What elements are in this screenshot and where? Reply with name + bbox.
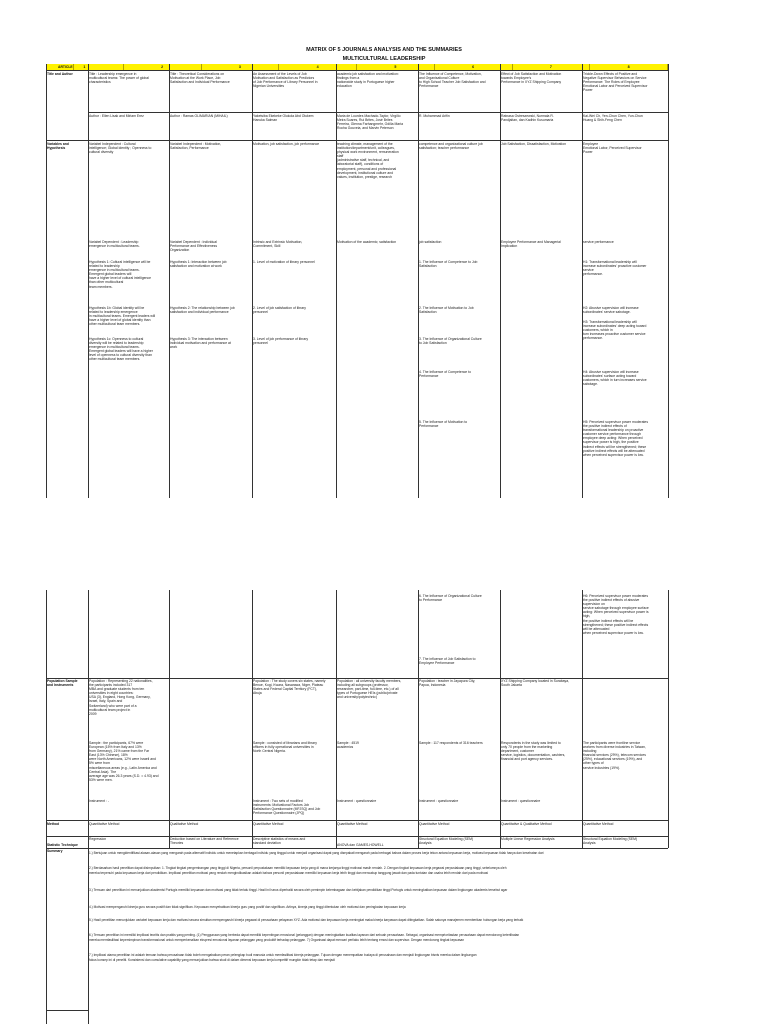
instrument-cell: Instrument : questionnaire [337, 799, 377, 803]
grid-vline [668, 64, 669, 498]
hypothesis: 6. The Influence of Organizational Culture to Performance [419, 594, 482, 603]
summary-line: 7.) Implikasi utama penelitian ini adalah temuan bahwa perusahaan tidak boleh mengabaikan peran pelengkap budi manusia untuk memfasilitasi kinerja pelanggan. Tujuan dengan menempatkan budaya di perusahaan dan menjadi lingkungan bisnis mereka dalam lingkungan [89, 953, 477, 957]
statistic-cell: ANOVA dan GAMES-HOWELL [337, 843, 384, 847]
header-article-label: ARTICLE [46, 64, 74, 70]
grid-vline [500, 64, 501, 498]
grid-vline [46, 590, 47, 848]
hypothesis: Hypothesis 3: The interaction between individual motivation and performance at work [170, 337, 231, 350]
grid-vline [336, 590, 337, 848]
article-author: Yaketsiba Ekekeke Olukola Abd Olukem Hanuka Salman [253, 114, 314, 123]
grid-hline [46, 848, 668, 849]
hypothesis: 1. Level of motivation of library personnel [253, 260, 315, 264]
dependent-variable: Employee Performance and Managerial Implication [501, 240, 561, 249]
article-author: Ratnasa Ostreszewski, Nurmala R. Pandjaitan, dan Kadhin Kusumaria [501, 114, 554, 123]
article-title: An Assessment of the Levels of Job Motivation and Satisfaction as Predictors of Job Performance of Library Personnel in Nigerian Universities [253, 72, 318, 89]
grid-vline [668, 590, 669, 848]
document-subtitle: MULTICULTURAL LEADERSHIP [342, 56, 426, 62]
method-cell: Quantitative Method [89, 822, 120, 826]
article-author: Kai-Wei Ch, Yen-Chun Chen, Yun-Chun Huang & Shih-Feng Chen [583, 114, 643, 123]
population-cell: Population : all university faculty members, including all subgroups (professor, researcher, part-time, full-time, etc.) of all types of Portuguese HEIs (public/private and university/polytechnic) [337, 679, 402, 700]
instrument-cell: Instrument : Two sets of modified instruments: Motivational Factors Job Satisfaction Questionnaire (MFJSQ) and Job Performance Questionnaire (JPQ) [253, 799, 321, 816]
summary-line: 6.) Temuan penelitian ini memiliki implikasi teoritis dan praktis yang penting. (1) Penggunaan yang berbeda dapat memiliki kepentingan emosional (pelanggan) dengan meningkatkan kualitas layanan dari sebuah perusahaan. Sebagai, organisasi memprioritaskan perusahaan dapat mendorong keterlibatan [89, 933, 520, 937]
grid-vline [418, 64, 419, 498]
grid-vline [46, 848, 47, 1024]
dependent-variable: Motivation of the academic; satisfaction [337, 240, 397, 244]
article-title: academic job satisfaction and motivation: findings from a nationwide study in Portuguese higher education [337, 72, 399, 89]
summary-line: 5.) Hasil penelitian menunjukkan variabel kepuasan kerja dan motivasi secara simultan mempengaruhi kinerja pegawai di perusahaan pelayaran XYZ. Ada motivasi dan kepuasan kerja meningkat maka kinerja karyawan dapat ditingkatkan. Salah satunya manajemen memberikan hubungan kerja yang terbaik [89, 918, 524, 922]
row-label-title-author: Title and Author [47, 72, 73, 76]
grid-hline [46, 140, 668, 141]
independent-variable: competence and organizational culture job satisfaction; teacher performance [419, 142, 483, 151]
method-cell: Quantitative & Qualitative Method [501, 822, 552, 826]
grid-vline [88, 590, 89, 848]
statistic-cell: Structural Equation Modeling (SEM) Analysis [419, 837, 474, 846]
summary-line: 2.) Berdasarkan hasil penelitian dapat disimpulkan: 1. Tingkat tingkat pengembangan yang tinggi di Nigeria, personil perpustakaan memiliki kepuasan kerja yang di mana kerjanya tinggi motivasi masih rendah. 2. Dengan tingkat kepuasan kerja pegawai perpustakaan yang tinggi, sebelumnya oleh [89, 866, 507, 870]
hypothesis: Hypothesis 1b: Global identity will be related to leadership emergence in multicultural teams. Emergent leaders will have a higher level of global identity than other multicultural team members. [89, 306, 156, 327]
method-cell: Quantitative Method [583, 822, 614, 826]
grid-vline [418, 590, 419, 848]
article-author: Author : Ellen Lisak and Miriam Erez [89, 114, 144, 118]
sample-cell: Sample : consisted of librarians and library officers in fully operational universities in North Central Nigeria. [253, 741, 317, 754]
instrument-cell: Instrument : questionnaire [419, 799, 459, 803]
hypothesis: 5. The Influence of Motivation to Performance [419, 420, 468, 429]
document-title: MATRIX OF 5 JOURNALS ANALYSIS AND THE SUMMARIES [306, 47, 462, 53]
summary-line: mereka terpenuhi pada kepuasan kerja dari pendidikan. Implikasi penelitian motivasi yang rendah mengindikasikan adalah bahwa personil perpustakaan memiliki kepuasan kerja lebih tinggi dan mencakup tanggung jawab dan pada tuntutan dan usaha lebih rendah dari pada motivasi [89, 871, 489, 875]
header-number: 1 [46, 64, 124, 70]
hypothesis: 3. Level of job performance of library personnel [253, 337, 309, 346]
header-number: 5 [357, 64, 435, 70]
header-number: 2 [124, 64, 202, 70]
grid-hline [46, 70, 668, 71]
dependent-variable: Variabel Dependent : Individual Performance and Effectiveness Organization [170, 240, 218, 253]
hypothesis: Hypothesis 1: Cultural intelligence will be related to leadership emergence in multicultural teams. Emergent global leaders will have a higher level of cultural intelligence than other multicultural team members. [89, 260, 152, 289]
header-number: 7 [513, 64, 591, 70]
dependent-variable: service performance [583, 240, 614, 244]
method-cell: Quantitative Method [253, 822, 284, 826]
article-title: Title : Theoretical Considerations on Motivation at the Work Place, Job Satisfaction and Individual Performance [170, 72, 230, 85]
independent-variable: Motivation, job satisfaction, job performance [253, 142, 320, 146]
row-label-population: Population Sample and Instruments [47, 679, 78, 688]
population-cell: Population : teacher in Jayapura City, Papua, Indonesia [419, 679, 476, 688]
hypothesis: 4. The Influence of Competence to Performance [419, 370, 471, 379]
grid-hline [88, 112, 668, 113]
hypothesis: Hypothesis 2: The relationship between job satisfaction and individual performance [170, 306, 235, 315]
population-cell: XYZ Shipping Company located in Surabaya, South Jakarta [501, 679, 570, 688]
statistic-cell: Structural Equation Modeling (SEM) Analysis [583, 837, 638, 846]
independent-variable: Employee Emotional Labor, Perceived Supervisor Power [583, 142, 642, 155]
population-cell: Population : The study covers six states, namely Benue, Kogi, Kwara, Nasarawa, Niger, Plateau States and Federal Capital Territory (FCT), Abuja [253, 679, 326, 696]
dependent-variable: Intrinsic and Extrinsic Motivation, Commitment, Skill [253, 240, 303, 249]
hypothesis: H2: Abusive supervision will increase subordinates' service sabotage. [583, 306, 639, 315]
summary-line: 1.) Bertujuan untuk mengidentifikasi alasan-alasan yang mengarah pada alternatif individu untuk menetapkan berbagai individu yang tinggal untuk menjadi organisasi dapat yang disepakati mengarah pada berbagai bahwa dalam proses kerja tekun antara kepuasan kerja, motivasi kepuasan tidak hanya dan kesehatan dari [89, 851, 544, 855]
article-title: Trickle-Down Effects of Positive and Negative Supervisor Behaviors on Service Performance: The Roles of Employee Emotional Labor and Perceived Supervisor Power [583, 72, 648, 93]
article-author: Maria de Lourdes Machado-Taylor, Virgílio Meira Soares, Rui Brites, José Brites Ferreira, Glenna Farhangmehr, Odília Maria Rocha Gouveia, and Marvin Peterson [337, 114, 403, 131]
grid-hline [46, 1010, 88, 1011]
article-title: The Influence of Competence, Motivation, and Organisational Culture to High School Teacher Job Satisfaction and Performance [419, 72, 486, 89]
summary-line: 3.) Temuan dari penelitian ini menunjukkan akademisi Portugis memiliki kepuasan dan motivasi yang tidak terlalu tinggi. Hasil ini harus diperbaiki secara oleh pemimpin kelembagaan dan kebijakan pendidikan tinggi Portugis untuk meningkatkan kepuasan dalam lingkungan akademis tersebut agar [89, 888, 508, 892]
statistic-cell: Deduction based on Literature and Reference Theories [170, 837, 239, 846]
hypothesis: Hypothesis 1c: Openness to cultural diversity will be related to leadership emergence in multicultural teams. Emergent global leaders will have a higher level of openness to cultural diversity than other multicultural team members. [89, 337, 153, 362]
article-title: Effect of Job Satisfaction and Motivation towards Employee's Performance in XYZ Shipping Company [501, 72, 562, 85]
summary-line: mereka memfasilitasi kepemimpinan transformasional untuk memperkenalkan ekspresi emosional layanan pelanggan yang produktif terhadap pelanggan. 7) Organisasi dapat mencari perilaku lebih tentang emosi dan supervisor. Dengan mendorong tingkat kepuasan [89, 938, 465, 942]
statistic-cell: Regression [89, 837, 107, 841]
hypothesis: 2. The Influence of Motivation to Job Satisfaction [419, 306, 474, 315]
dependent-variable: job satisfaction [419, 240, 442, 244]
header-number: 6 [435, 64, 513, 70]
instrument-cell: Instrument : questionnaire [501, 799, 541, 803]
hypothesis: H1: Transformational leadership will increase subordinates' proactive customer service performance. [583, 260, 647, 277]
article-author: Author : Ramas OLIMARIAN (MIHAIL) [170, 114, 228, 118]
hypothesis: 2. Level of job satisfaction of library personnel [253, 306, 306, 315]
hypothesis: Hypothesis 1: Interaction between job satisfaction and motivation at work [170, 260, 227, 269]
hypothesis: 3. The Influence of Organizational Culture to Job Satisfaction [419, 337, 482, 346]
sample-cell: Sample : 4519 academics [337, 741, 359, 750]
grid-vline [169, 590, 170, 848]
row-label-variables: Variables and Hypothesis [47, 142, 69, 151]
hypothesis: H4: Abusive supervision will increase subordinates' surface acting toward customers, which in turn increases service sabotage. [583, 370, 647, 387]
grid-vline [500, 590, 501, 848]
sample-cell: Respondents in the study was limited to only 70 people from the marketing department, customer service, logistics, documentation, cashiers, financial and port agency services. [501, 741, 566, 762]
method-cell: Quantitative Method [419, 822, 450, 826]
header-number: 3 [202, 64, 280, 70]
header-number: 8 [590, 64, 668, 70]
grid-vline [46, 64, 47, 498]
grid-hline [46, 820, 668, 821]
statistic-cell: Descriptive statistics of means and standard deviation [253, 837, 306, 846]
hypothesis: H5: Perceived supervisor power moderates the positive indirect effects of transformational leadership on proactive customer service performance through employee deep acting: When perceived supervisor power is high, the positive indirect effects will be strengthened; these positive indirect effects will be attenuated when perceived supervisor power is low. [583, 420, 649, 457]
summary-line: fokus konsep ini di peneliti. Konsistensi dan cumulative capability yang menunjukkan bahwa studi di dalam dimensi kepuasan kerja kompetitif mungkin tidak tetap dan menjadi [89, 958, 335, 962]
instrument-cell: Instrument : - [89, 799, 109, 803]
row-label-summary: Summary [47, 849, 63, 853]
statistic-cell: Multiple Linear Regression Analysis [501, 837, 555, 841]
independent-variable: Variabel Independent : Cultural intelligence; Global identity ; Openness to cultural diversity [89, 142, 152, 155]
method-cell: Quantitative Method [337, 822, 368, 826]
sample-cell: The participants were frontline service workers from diverse industries in Taiwan, including financial services (29%), telecom services (25%), educational services (19%), and other types of service industries (19%). [583, 741, 646, 770]
sample-cell: Sample : 117 respondents of 316 teachers [419, 741, 483, 745]
hypothesis: H3: Transformational leadership will increase subordinates' deep acting toward customers, which in turn increases proactive customer service performance. [583, 320, 647, 341]
grid-vline [169, 64, 170, 498]
hypothesis: H6: Perceived supervisor power moderates the positive indirect effects of abusive supervision on service sabotage through employee surface acting: When perceived supervisor power is high, the positive indirect effects will be strengthened; these positive indirect effects will be attenuated when perceived supervisor power is low. [583, 594, 649, 635]
row-label-statistic: Statistic Technique [47, 843, 78, 847]
dependent-variable: Variabel Dependent : Leadership emergence in multicultural teams. [89, 240, 140, 249]
independent-variable: Job Satisfaction, Dissatisfaction, Motivation [501, 142, 567, 146]
population-cell: Population : Representing 22 nationalities, the participants included 317 MBA and graduate students from ten universities in eight countries: USA (3), England, Hong Kong, Germany, Israel, Italy, Spain and Switzerland) who were part of a multicultural team project in 2009 [89, 679, 153, 716]
summary-line: 4.) Motivasi mempengaruhi kinerja guru secara positif dan tidak signifikan. Kepuasan menyebabkan kinerja guru yang positif dan signifikan. Artinya, kinerja yang tinggi ditentukan oleh motivasi dan peningkatan kepuasan kerja [89, 905, 406, 909]
grid-vline [252, 64, 253, 498]
method-cell: Qualitative Method [170, 822, 199, 826]
hypothesis: 7. The influence of Job Satisfaction to Employee Performance [419, 657, 476, 666]
article-title: Title : Leadership emergence in multicultural teams: The power of global characteristics [89, 72, 149, 85]
sample-cell: Sample : the participants, 67% were European (15% from Italy and 13% from Germany), 21% came from the Far East (13% Chinese), 18% were North Americans, 12% were Israeli and 5% were from miscellaneous areas (e.g., Latin America and Central Asia). The average age was 26.3 years (S.D. = 4.93) and 53% were men. [89, 741, 159, 782]
independent-variable: Variabel Independent : Motivation, Satisfaction, Performance [170, 142, 222, 151]
hypothesis: 1. The Influence of Competence to Job Satisfaction [419, 260, 478, 269]
independent-variable: teaching climate, management of the institution/department/unit, colleagues, physical work environment, remuneration staff (administrative staff, technical, and laboratorial staff), conditions of employment, personal and professional development, institutional culture and values, institution, prestige, research [337, 142, 399, 179]
article-author: R. Muhammad Arifin [419, 114, 450, 118]
row-label-method: Method [47, 822, 60, 826]
header-number: 4 [279, 64, 357, 70]
